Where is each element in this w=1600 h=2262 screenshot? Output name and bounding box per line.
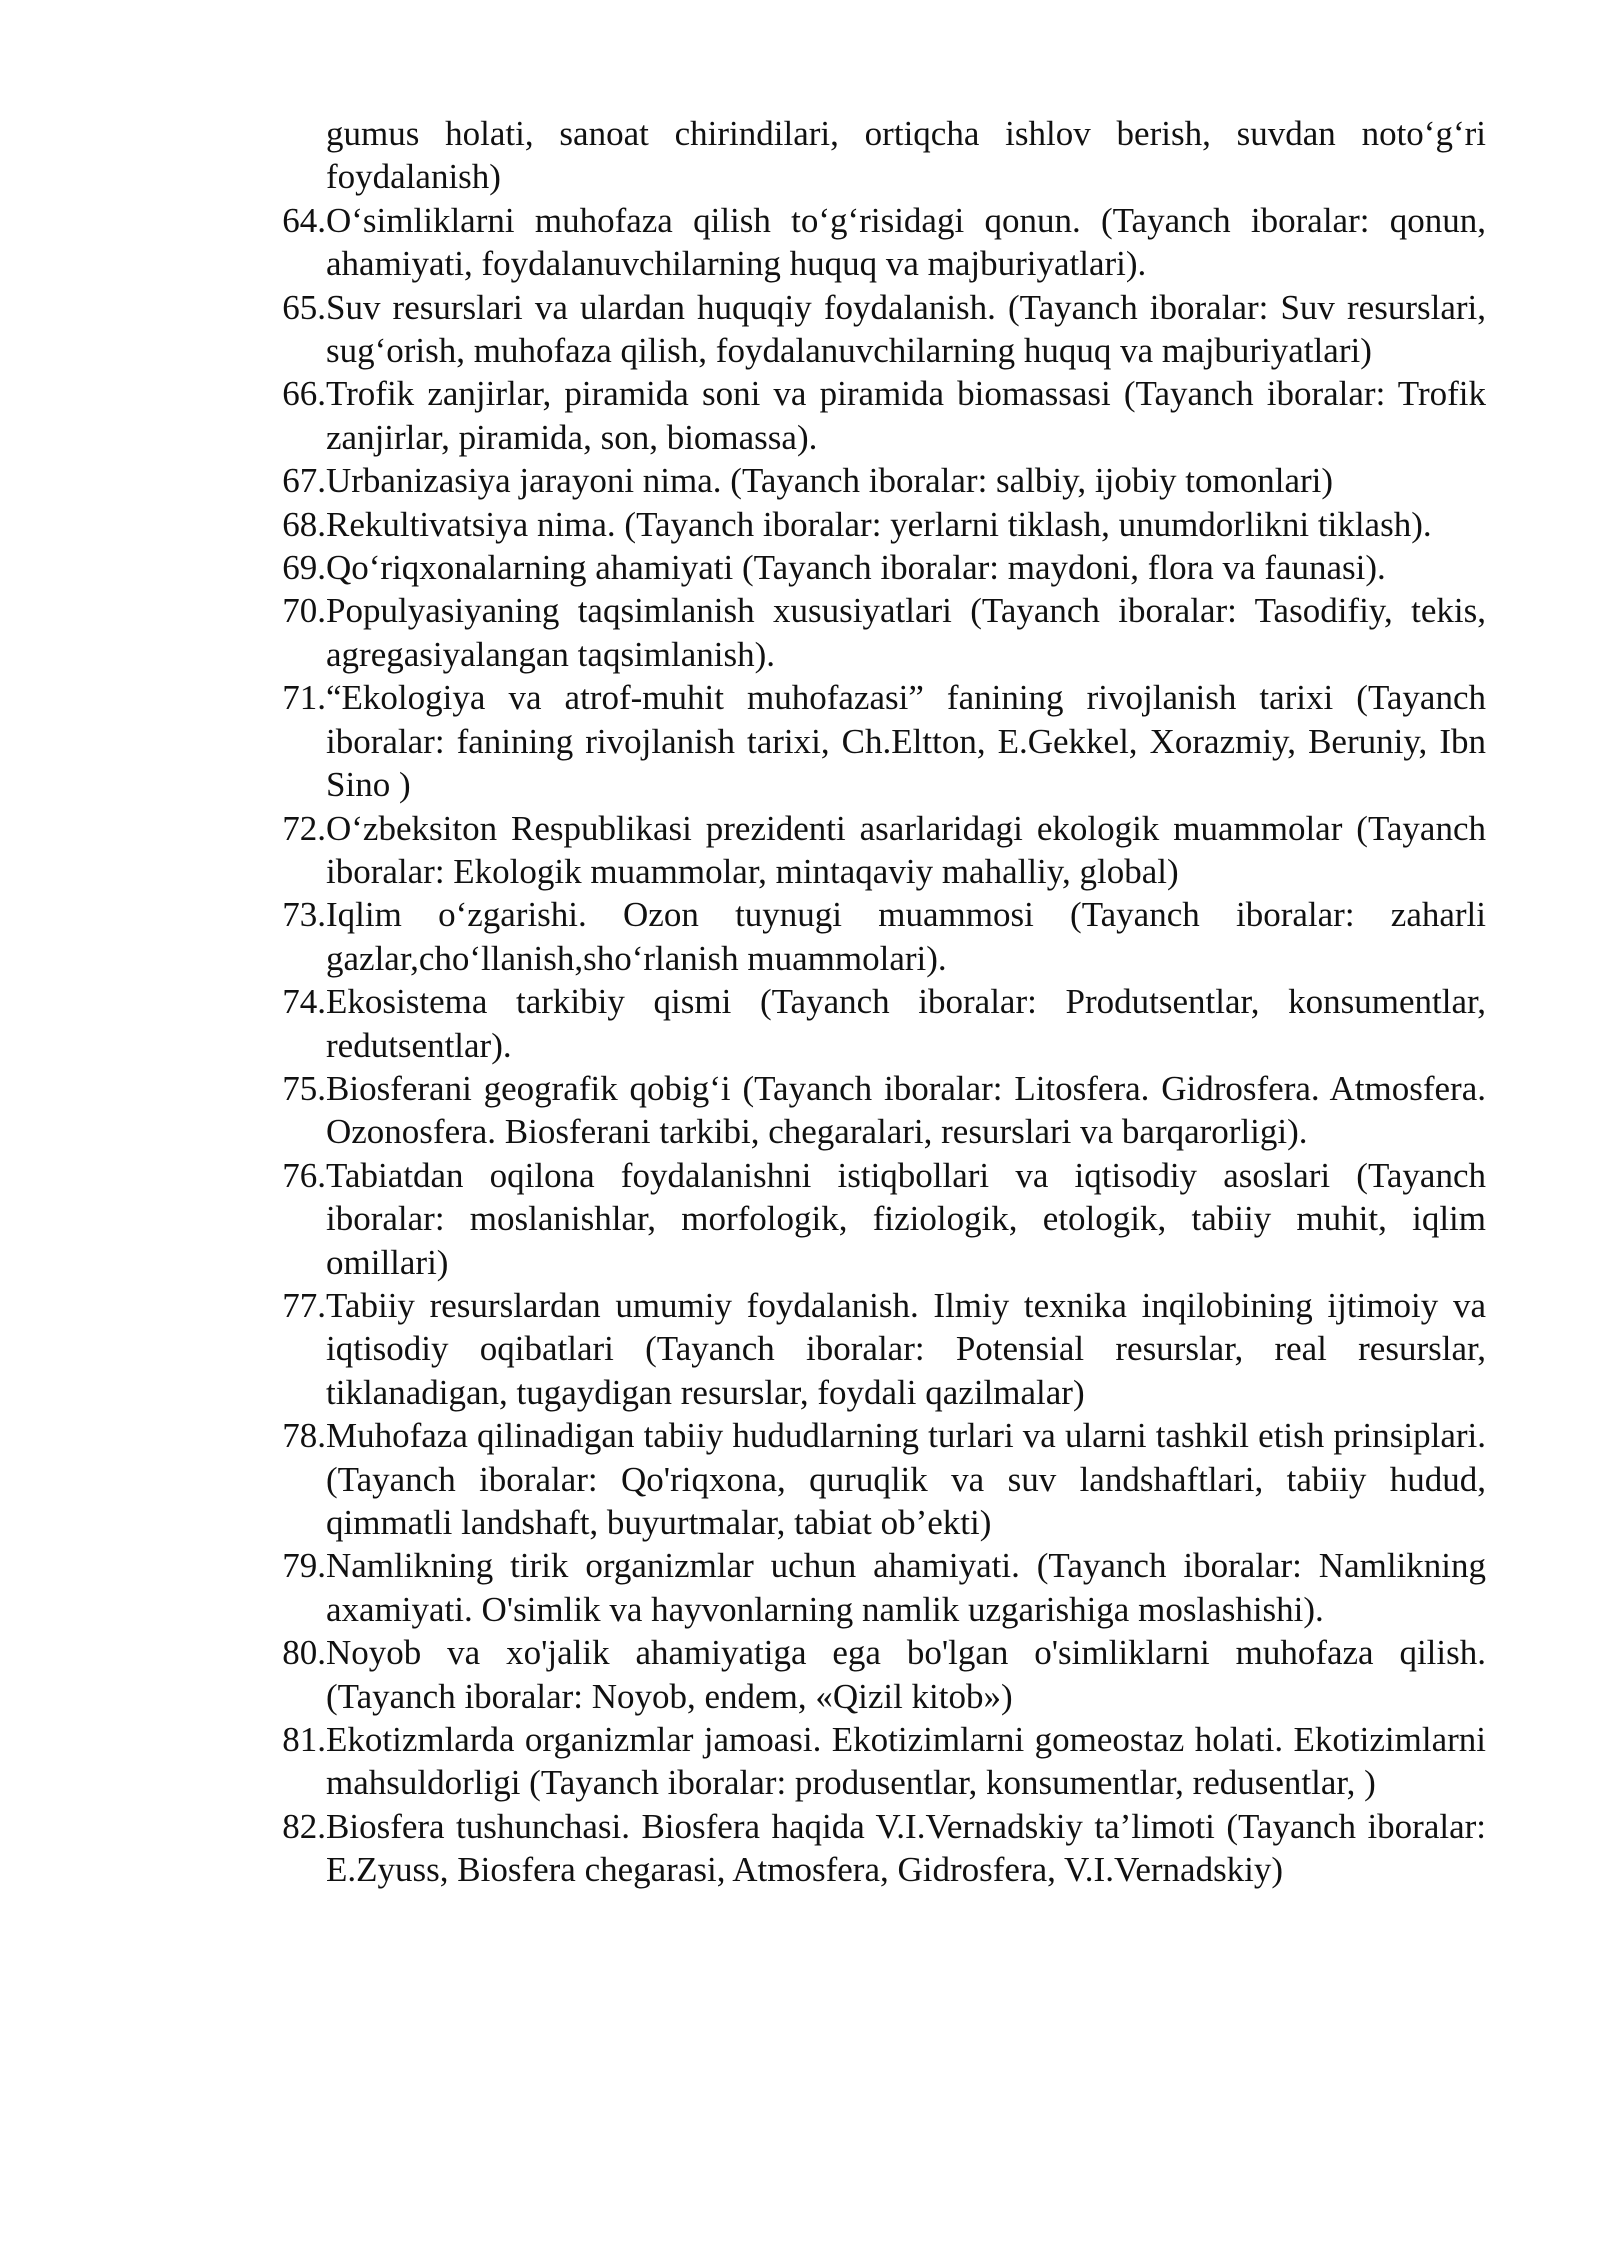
list-item: [282, 1805, 1486, 1892]
list-item: [282, 1414, 1486, 1544]
list-item: [282, 893, 1486, 980]
list-item-text: Suv resurslari va ulardan huquqiy foydalanish. (Tayanch iboralar: Suv resurslari, sug‘orish, muhofaza qilish, foydalanuvchilarning huquq va majburiyatlari): [326, 287, 1486, 371]
list-item-number: 80.: [282, 1633, 326, 1673]
list-item: [282, 372, 1486, 459]
list-item: [282, 1718, 1486, 1805]
list-item: [282, 589, 1486, 676]
list-item: [282, 1067, 1486, 1154]
document-page: [0, 112, 1600, 1892]
list-item: [282, 459, 1486, 502]
list-item-text: Namlikning tirik organizmlar uchun ahamiyati. (Tayanch iboralar: Namlikning axamiyati. O'simlik va hayvonlarning namlik uzgarishiga moslashishi).: [326, 1546, 1486, 1629]
list-item-number: 70.: [282, 591, 326, 631]
list-item-text: Biosfera tushunchasi. Biosfera haqida V.I.Vernadskiy ta’limoti (Tayanch iboralar: E.Zyuss, Biosfera chegarasi, Atmosfera, Gidrosfera, V.I.Vernadskiy): [326, 1806, 1486, 1890]
list-item-text: Iqlim o‘zgarishi. Ozon tuynugi muammosi (Tayanch iboralar: zaharli gazlar,cho‘llanish,sho‘rlanish muammolari).: [326, 895, 1486, 978]
list-item: [282, 1284, 1486, 1414]
list-item-text: Tabiatdan oqilona foydalanishni istiqbollari va iqtisodiy asoslari (Tayanch iboralar: moslanishlar, morfologik, fiziologik, etologik, tabiiy muhit, iqlim omillari): [326, 1155, 1486, 1282]
list-item-number: 66.: [282, 374, 326, 414]
list-item-text: Tabiiy resurslardan umumiy foydalanish. Ilmiy texnika inqilobining ijtimoiy va iqtisodiy oqibatlari (Tayanch iboralar: Potensial resurslar, real resurslar, tiklanadigan, tugaydigan resurslar, foydali qazilmalar): [326, 1285, 1486, 1412]
list-item-number: 72.: [282, 808, 326, 848]
list-item-text: Populyasiyaning taqsimlanish xususiyatlari (Tayanch iboralar: Tasodifiy, tekis, agregasiyalangan taqsimlanish).: [326, 591, 1486, 674]
list-item-text: Ekosistema tarkibiy qismi (Tayanch iboralar: Produtsentlar, konsumentlar, redutsentlar).: [326, 982, 1486, 1065]
list-item-number: 75.: [282, 1068, 326, 1108]
list-item-number: 65.: [282, 287, 326, 327]
list-item-number: 71.: [282, 678, 326, 718]
list-item-number: 73.: [282, 895, 326, 935]
list-item-text: Rekultivatsiya nima. (Tayanch iboralar: yerlarni tiklash, unumdorlikni tiklash).: [326, 504, 1432, 544]
list-item-number: 74.: [282, 982, 326, 1022]
list-item-text: Biosferani geografik qobig‘i (Tayanch iboralar: Litosfera. Gidrosfera. Atmosfera. Ozonosfera. Biosferani tarkibi, chegaralari, resurslari va barqarorligi).: [326, 1068, 1486, 1152]
list-item-number: 77.: [282, 1285, 326, 1325]
list-item-number: 67.: [282, 461, 326, 501]
list-item-text: Urbanizasiya jarayoni nima. (Tayanch iboralar: salbiy, ijobiy tomonlari): [326, 461, 1334, 501]
list-item-number: 82.: [282, 1806, 326, 1846]
list-item: [282, 503, 1486, 546]
list-item-number: 76.: [282, 1155, 326, 1195]
list-item-text: Trofik zanjirlar, piramida soni va piramida biomassasi (Tayanch iboralar: Trofik zanjirlar, piramida, son, biomassa).: [326, 374, 1486, 457]
list-item: [282, 980, 1486, 1067]
list-item: [282, 807, 1486, 894]
list-item-text: Ekotizmlarda organizmlar jamoasi. Ekotizimlarni gomeostaz holati. Ekotizimlarni mahsuldorligi (Tayanch iboralar: produsentlar, konsumentlar, redusentlar, ): [326, 1720, 1486, 1803]
list-item: [282, 286, 1486, 373]
list-item-text: O‘zbeksiton Respublikasi prezidenti asarlaridagi ekologik muammolar (Tayanch iboralar: Ekologik muammolar, mintaqaviy mahalliy, global): [326, 808, 1486, 891]
list-item: [282, 1631, 1486, 1718]
list-item: [282, 1544, 1486, 1631]
list-item-number: 68.: [282, 504, 326, 544]
list-item: [282, 1154, 1486, 1284]
question-list: [0, 199, 1600, 1892]
list-item-text: O‘simliklarni muhofaza qilish to‘g‘risidagi qonun. (Tayanch iboralar: qonun, ahamiyati, foydalanuvchilarning huquq va majburiyatlari).: [326, 200, 1486, 284]
list-item: [282, 546, 1486, 589]
list-item-text: Muhofaza qilinadigan tabiiy hududlarning turlari va ularni tashkil etish prinsiplari. (Tayanch iboralar: Qo'riqxona, quruqlik va suv landshaftlari, tabiiy hudud, qimmatli landshaft, buyurtmalar, tabiat ob’ekti): [326, 1416, 1486, 1542]
list-item-number: 81.: [282, 1720, 326, 1760]
list-item-text: Qo‘riqxonalarning ahamiyati (Tayanch iboralar: maydoni, flora va faunasi).: [326, 548, 1386, 588]
list-item: [282, 676, 1486, 806]
continuation-text: gumus holati, sanoat chirindilari, ortiqcha ishlov berish, suvdan noto‘g‘ri foydalanish): [326, 114, 1486, 197]
list-item-text: Noyob va xo'jalik ahamiyatiga ega bo'lgan o'simliklarni muhofaza qilish. (Tayanch iboralar: Noyob, endem, «Qizil kitob»): [326, 1633, 1486, 1716]
list-item-number: 64.: [282, 200, 326, 240]
list-item-text: “Ekologiya va atrof-muhit muhofazasi” fanining rivojlanish tarixi (Tayanch iboralar: fanining rivojlanish tarixi, Ch.Eltton, E.Gekkel, Xorazmiy, Beruniy, Ibn Sino ): [326, 678, 1486, 805]
list-item-number: 69.: [282, 548, 326, 588]
list-item-number: 79.: [282, 1546, 326, 1586]
list-item-number: 78.: [282, 1416, 326, 1456]
list-item: [282, 199, 1486, 286]
